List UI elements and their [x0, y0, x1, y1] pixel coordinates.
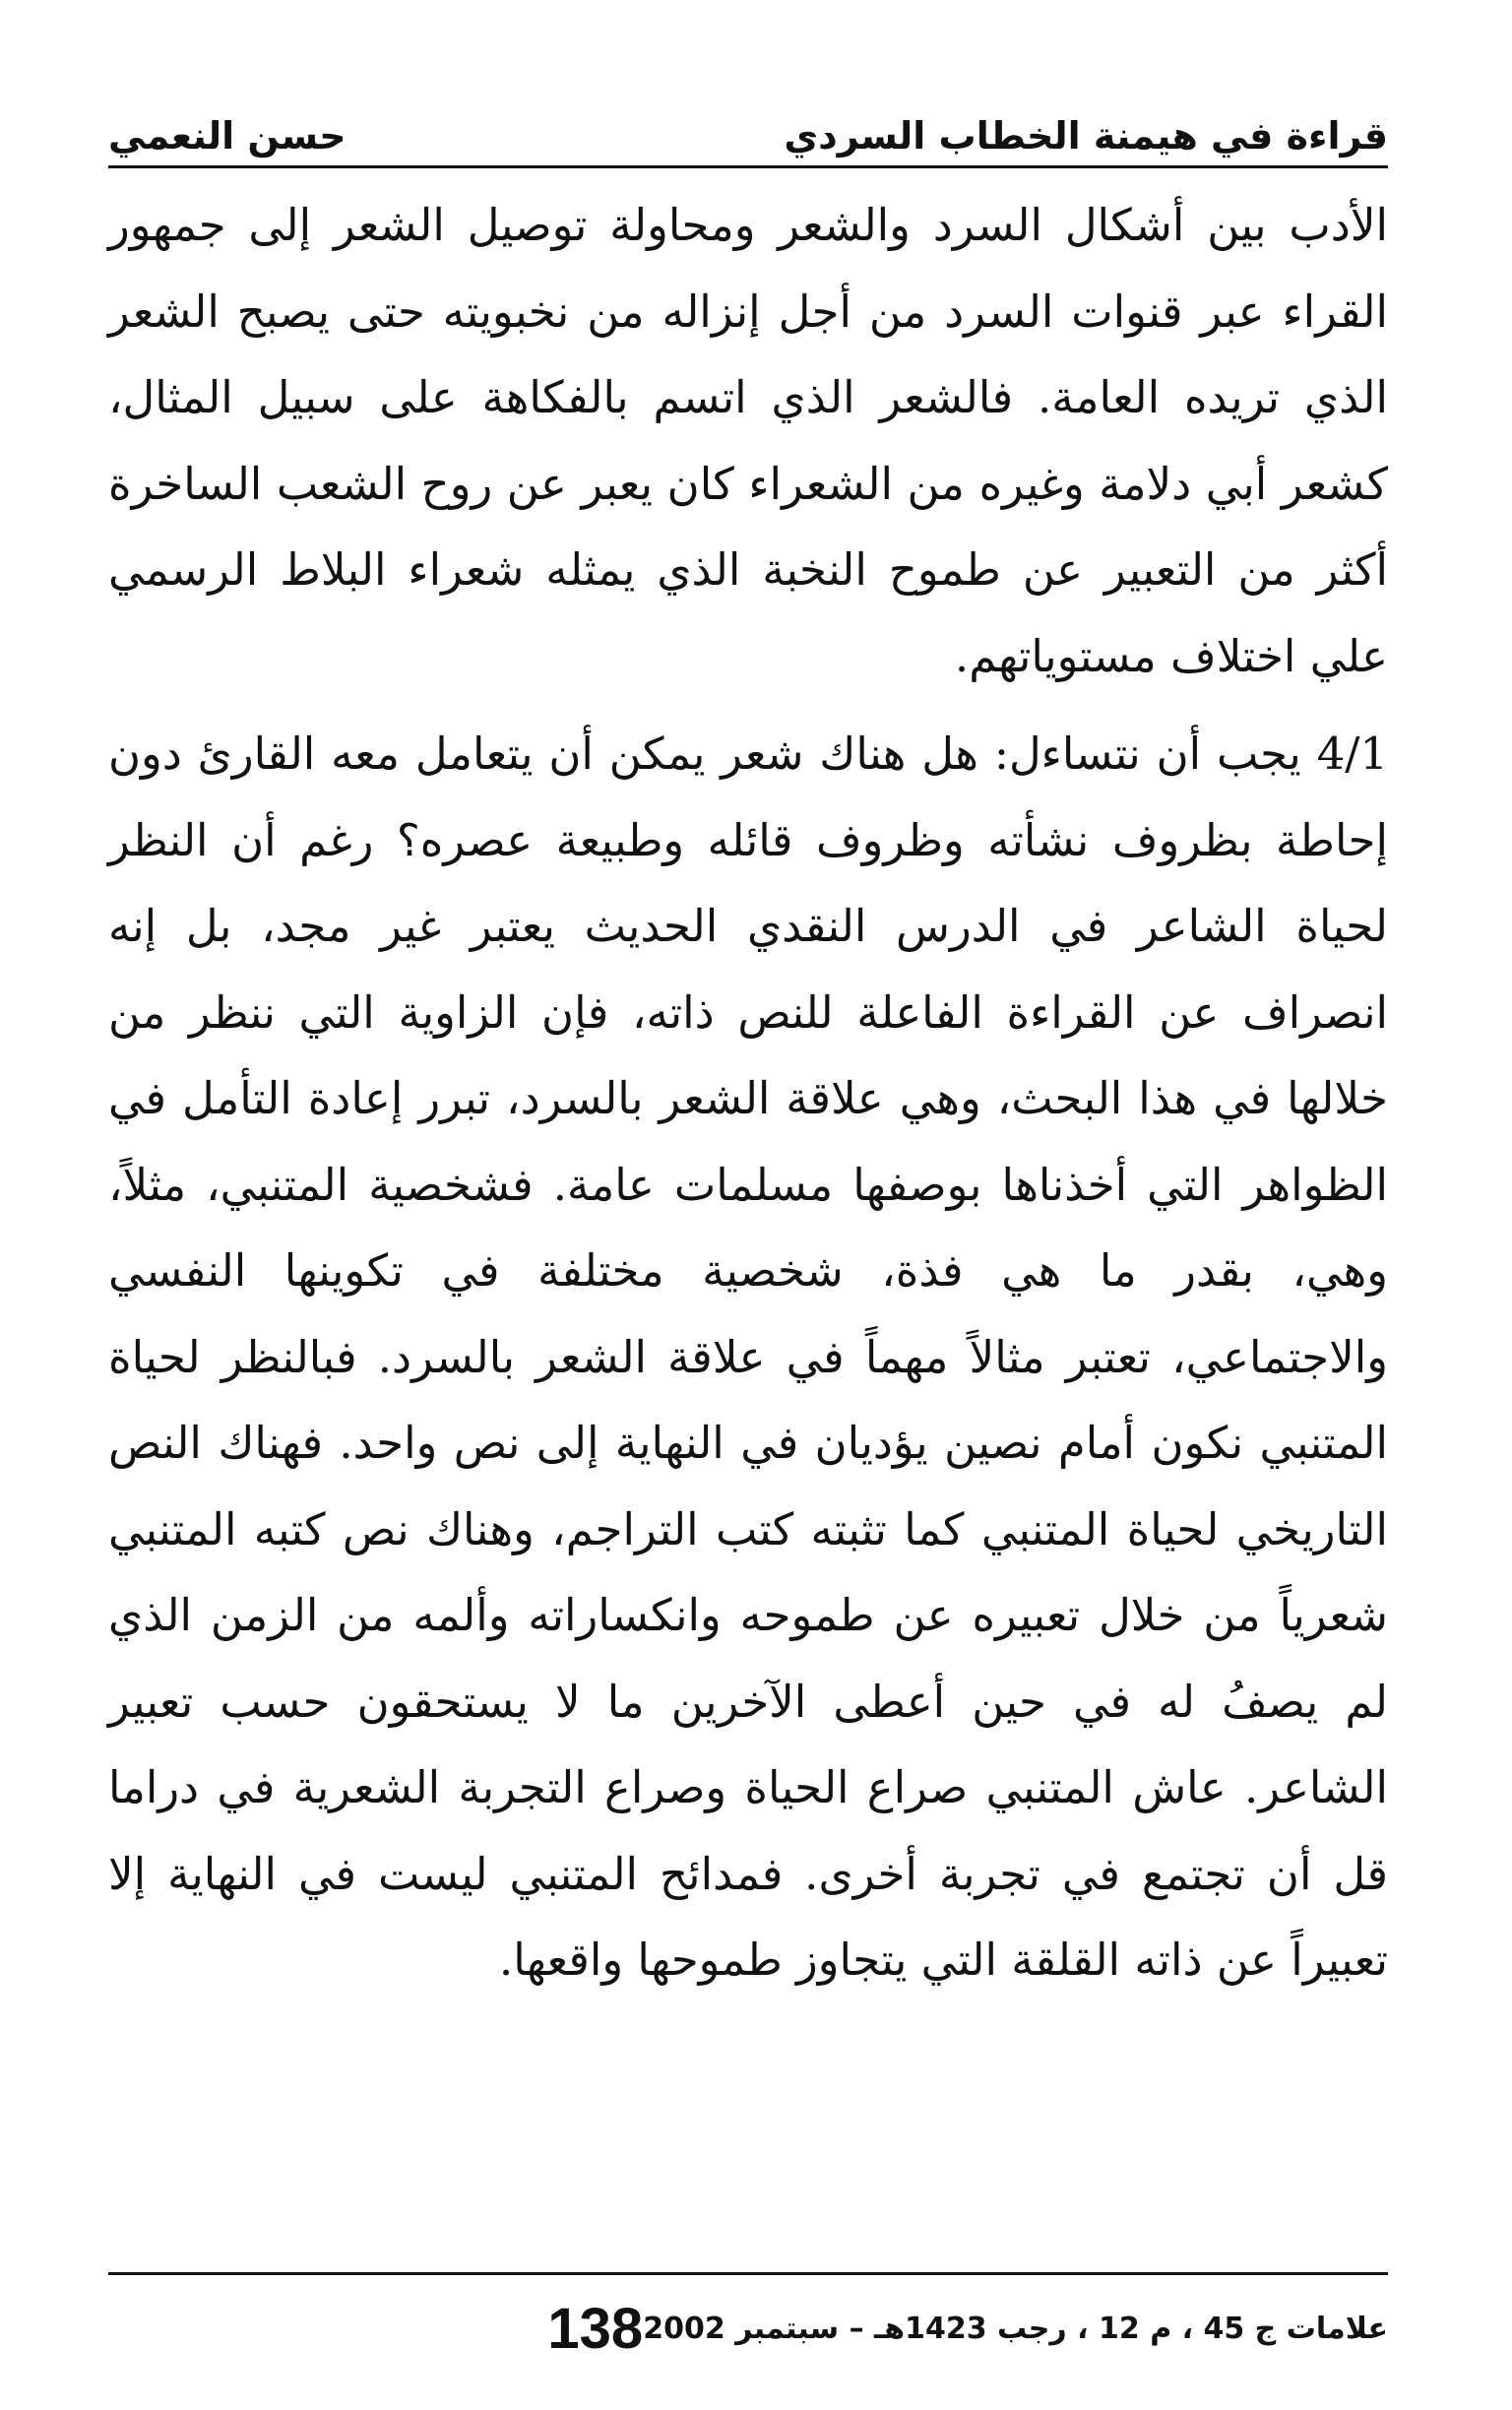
- header-title: قراءة في هيمنة الخطاب السردي: [784, 114, 1388, 158]
- running-header: [108, 79, 1388, 158]
- page-footer: [108, 2294, 1388, 2363]
- journal-info: علامات ج 45 ، م 12 ، رجب 1423هـ – سبتمبر 2002: [643, 2311, 1388, 2346]
- header-author: حسن النعمي: [108, 114, 346, 158]
- document-page: [108, 49, 1388, 2373]
- paragraph-1: الأدب بين أشكال السرد والشعر ومحاولة توصيل الشعر إلى جمهور القراء عبر قنوات السرد من أجل إنزاله من نخبويته حتى يصبح الشعر الذي تريده العامة. فالشعر الذي اتسم بالفكاهة على سبيل المثال، كشعر أبي دلامة وغيره من الشعراء كان يعبر عن روح الشعب الساخرة أكثر من التعبير عن طموح النخبة الذي يمثله شعراء البلاط الرسمي علي اختلاف مستوياتهم.: [108, 199, 1388, 682]
- footer-divider: [108, 2272, 1388, 2275]
- header-divider: [108, 165, 1388, 168]
- body-text: [108, 182, 1388, 2003]
- paragraph-2: 4/1 يجب أن نتساءل: هل هناك شعر يمكن أن يتعامل معه القارئ دون إحاطة بظروف نشأته وظروف قائله وطبيعة عصره؟ رغم أن النظر لحياة الشاعر في الدرس النقدي الحديث يعتبر غير مجد، بل إنه انصراف عن القراءة الفاعلة للنص ذاته، فإن الزاوية التي ننظر من خلالها في هذا البحث، وهي علاقة الشعر بالسرد، تبرر إعادة التأمل في الظواهر التي أخذناها بوصفها مسلمات عامة. فشخصية المتنبي، مثلاً، وهي، بقدر ما هي فذة، شخصية مختلفة في تكوينها النفسي والاجتماعي، تعتبر مثالاً مهماً في علاقة الشعر بالسرد. فبالنظر لحياة المتنبي نكون أمام نصين يؤديان في النهاية إلى نص واحد. فهناك النص التاريخي لحياة المتنبي كما تثبته كتب التراجم، وهناك نص كتبه المتنبي شعرياً من خلال تعبيره عن طموحه وانكساراته وألمه من الزمن الذي لم يصفُ له في حين أعطى الآخرين ما لا يستحقون حسب تعبير الشاعر. عاش المتنبي صراع الحياة وصراع التجربة الشعرية في دراما قل أن تجتمع في تجربة أخرى. فمدائح المتنبي ليست في النهاية إلا تعبيراً عن ذاته القلقة التي يتجاوز طموحها واقعها.: [108, 728, 1388, 1986]
- page-number: 138: [547, 2296, 644, 2361]
